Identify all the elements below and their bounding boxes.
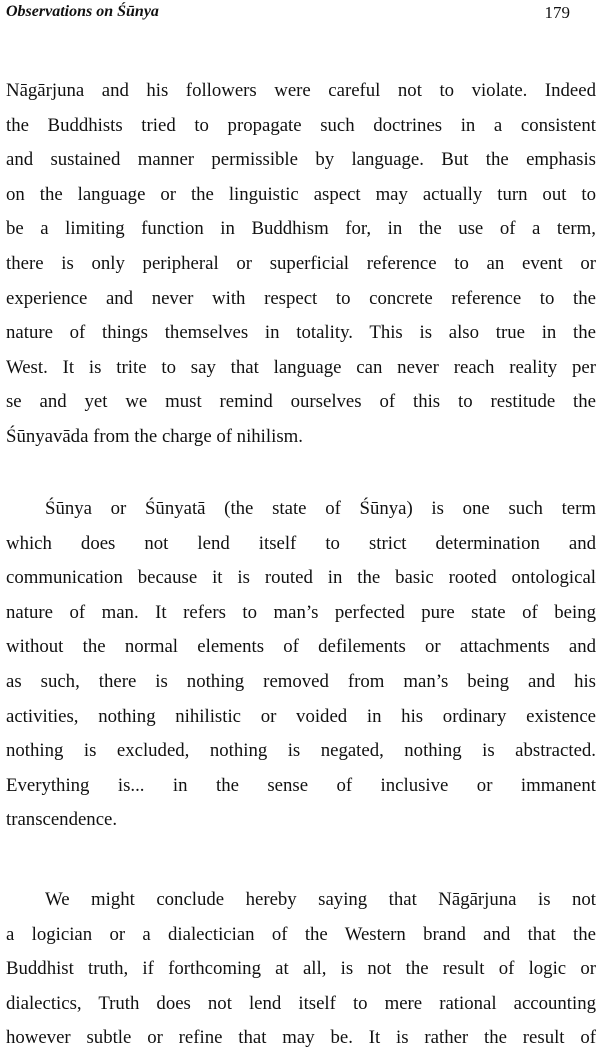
text-line: West. It is trite to say that language can never reach reality per — [6, 356, 596, 378]
text-line: as such, there is nothing removed from man’s being and his — [6, 670, 596, 692]
text-line: Everything is... in the sense of inclusive or immanent — [6, 774, 596, 796]
paragraph-2 — [6, 492, 596, 838]
text-line: the Buddhists tried to propagate such doctrines in a consistent — [6, 114, 596, 136]
paragraph-3 — [6, 883, 596, 1050]
text-line: dialectics, Truth does not lend itself to mere rational accounting — [6, 992, 596, 1014]
text-line: without the normal elements of defilements or attachments and — [6, 636, 596, 658]
text-line: which does not lend itself to strict determination and — [6, 532, 596, 554]
text-line: activities, nothing nihilistic or voided in his ordinary existence — [6, 705, 596, 727]
running-title: Observations on Śūnya — [6, 3, 159, 20]
text-line: experience and never with respect to concrete reference to the — [6, 287, 596, 309]
text-line: Buddhist truth, if forthcoming at all, is not the result of logic or — [6, 958, 596, 980]
text-line: nature of things themselves in totality. This is also true in the — [6, 322, 596, 344]
text-line: Śūnyavāda from the charge of nihilism. — [6, 425, 303, 447]
text-line: We might conclude hereby saying that Nāgārjuna is not — [45, 889, 596, 910]
page-number: 179 — [544, 3, 570, 22]
text-line: Nāgārjuna and his followers were careful not to violate. Indeed — [6, 80, 596, 101]
text-line: be a limiting function in Buddhism for, in the use of a term, — [6, 218, 596, 240]
text-line: nothing is excluded, nothing is negated, nothing is abstracted. — [6, 740, 596, 762]
text-line: transcendence. — [6, 809, 118, 831]
text-line: se and yet we must remind ourselves of this to restitude the — [6, 391, 596, 413]
paragraph-1 — [6, 74, 596, 455]
text-line: however subtle or refine that may be. It is rather the result of — [6, 1027, 596, 1049]
text-line: and sustained manner permissible by language. But the emphasis — [6, 149, 596, 171]
text-line: on the language or the linguistic aspect may actually turn out to — [6, 183, 596, 205]
text-line: a logician or a dialectician of the Western brand and that the — [6, 923, 596, 945]
text-line: there is only peripheral or superficial reference to an event or — [6, 252, 596, 274]
text-line: nature of man. It refers to man’s perfected pure state of being — [6, 601, 596, 623]
text-line: communication because it is routed in the basic rooted ontological — [6, 567, 596, 589]
text-line: Śūnya or Śūnyatā (the state of Śūnya) is one such term — [45, 498, 596, 519]
